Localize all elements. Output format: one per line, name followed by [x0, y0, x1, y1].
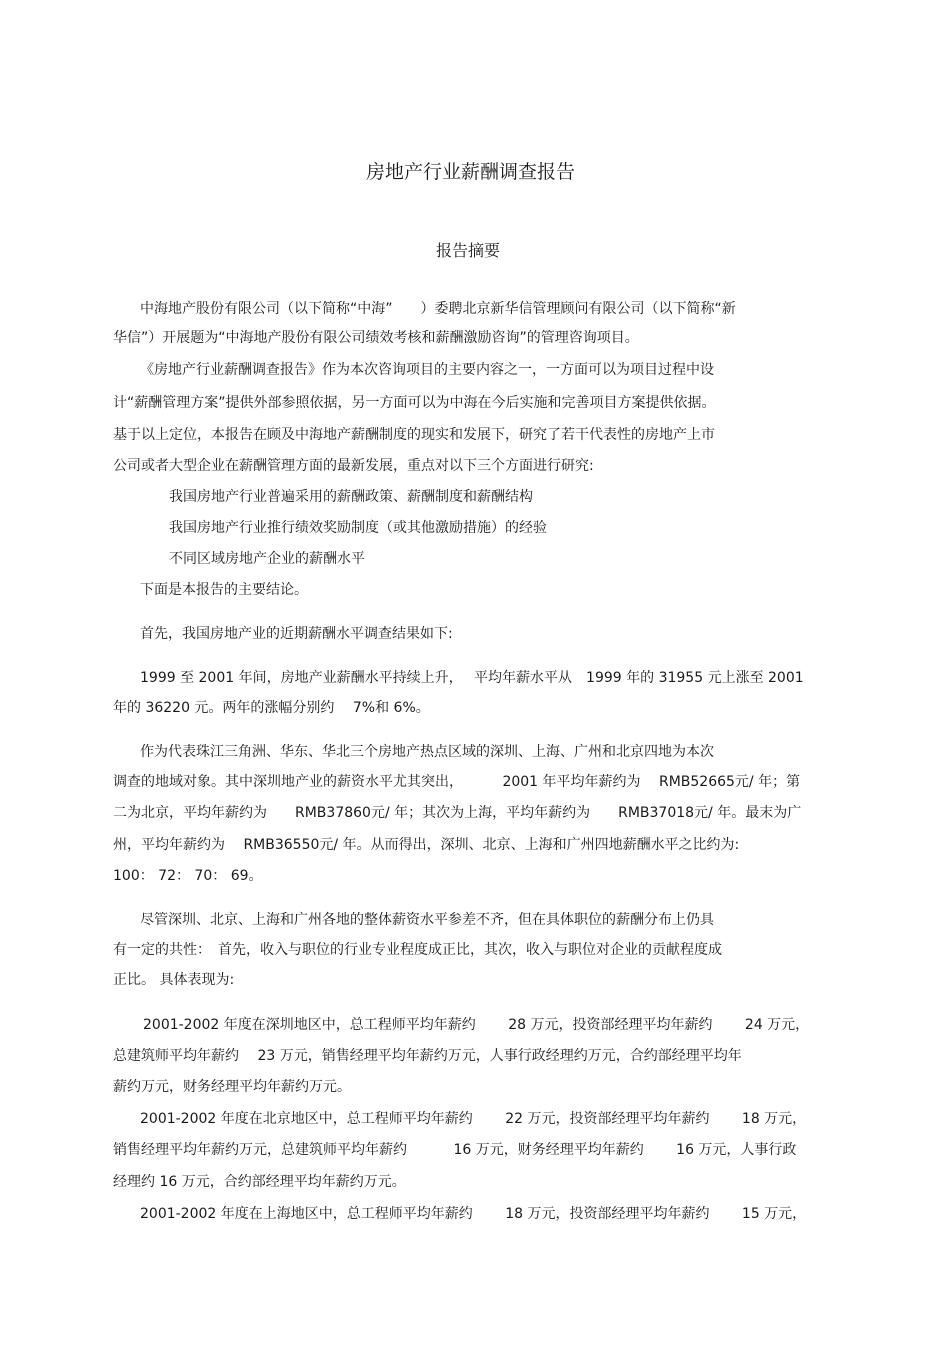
text-line: 2001-2002 年度在深圳地区中，总工程师平均年薪约 28 万元，投资部经理平均年薪约 24 万元， [143, 1017, 810, 1033]
text-line: 华信”）开展题为“中海地产股份有限公司绩效考核和薪酬激励咨询”的管理咨询项目。 [113, 330, 639, 346]
text-line: 正比。 具体表现为: [113, 972, 235, 988]
text-line: 2001-2002 年度在北京地区中，总工程师平均年薪约 22 万元，投资部经理平均年薪约 18 万元， [140, 1111, 807, 1127]
text-line: 州，平均年薪约为 RMB36550元/ 年。从而得出，深圳、北京、上海和广州四地薪酬水平之比约为: [113, 837, 740, 853]
text-line: 下面是本报告的主要结论。 [140, 582, 308, 598]
section-title: 报告摘要 [436, 241, 501, 260]
text-line: 总建筑师平均年薪约 23 万元，销售经理平均年薪约万元，人事行政经理约万元，合约部经理平均年 [113, 1048, 742, 1064]
text-line: 100： 72： 70： 69。 [113, 868, 263, 884]
list-item: 不同区域房地产企业的薪酬水平 [169, 551, 365, 567]
text-line: 基于以上定位，本报告在顾及中海地产薪酬制度的现实和发展下，研究了若干代表性的房地产上市 [113, 427, 715, 443]
text-line: 中海地产股份有限公司（以下简称“中海” ）委聘北京新华信管理顾问有限公司（以下简称“新 [140, 301, 736, 317]
text-line: 公司或者大型企业在薪酬管理方面的最新发展，重点对以下三个方面进行研究: [113, 458, 594, 474]
text-line: 薪约万元，财务经理平均年薪约万元。 [113, 1079, 351, 1095]
text-line: 《房地产行业薪酬调查报告》作为本次咨询项目的主要内容之一，一方面可以为项目过程中设 [140, 362, 714, 378]
text-line: 销售经理平均年薪约万元，总建筑师平均年薪约 16 万元，财务经理平均年薪约 16 万元，人事行政 [113, 1142, 797, 1158]
text-line: 经理约 16 万元，合约部经理平均年薪约万元。 [113, 1174, 406, 1190]
text-line: 调查的地域对象。其中深圳地产业的薪资水平尤其突出， 2001 年平均年薪约为 RMB52665元/ 年；第 [113, 774, 801, 790]
text-line: 年的 36220 元。两年的涨幅分别约 7%和 6%。 [113, 700, 430, 716]
list-item: 我国房地产行业推行绩效奖励制度（或其他激励措施）的经验 [169, 520, 547, 536]
text-line: 二为北京，平均年薪约为 RMB37860元/ 年；其次为上海，平均年薪约为 RMB37018元/ 年。最末为广 [113, 805, 802, 821]
text-line: 尽管深圳、北京、上海和广州各地的整体薪资水平参差不齐，但在具体职位的薪酬分布上仍具 [140, 912, 714, 928]
text-line: 作为代表珠江三角洲、华东、华北三个房地产热点区域的深圳、上海、广州和北京四地为本次 [140, 744, 714, 760]
text-line: 计“薪酬管理方案”提供外部参照依据，另一方面可以为中海在今后实施和完善项目方案提供依据。 [113, 395, 716, 411]
text-line: 首先，我国房地产业的近期薪酬水平调查结果如下: [140, 626, 453, 642]
text-line: 1999 至 2001 年间，房地产业薪酬水平持续上升， 平均年薪水平从 1999 年的 31955 元上涨至 2001 [140, 670, 804, 686]
text-line: 2001-2002 年度在上海地区中，总工程师平均年薪约 18 万元，投资部经理平均年薪约 15 万元， [140, 1206, 807, 1222]
list-item: 我国房地产行业普遍采用的薪酬政策、薪酬制度和薪酬结构 [169, 489, 533, 505]
text-line: 有一定的共性： 首先，收入与职位的行业专业程度成正比，其次，收入与职位对企业的贡献程度成 [113, 942, 722, 958]
page-title: 房地产行业薪酬调查报告 [366, 161, 576, 183]
